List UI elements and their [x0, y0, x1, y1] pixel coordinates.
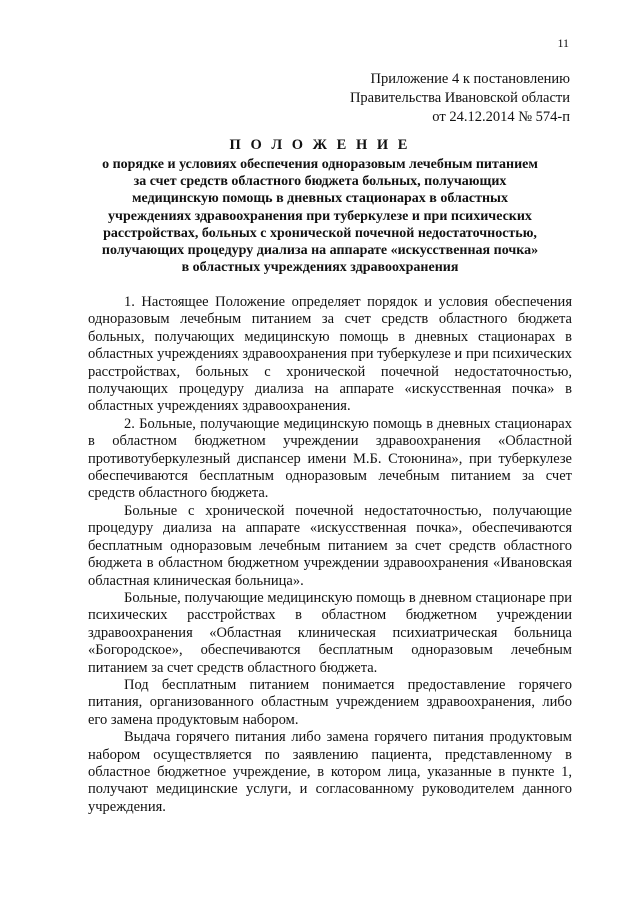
body-paragraph: Выдача горячего питания либо замена горячего питания продуктовым набором осуществляется по заявлению пациента, представленному в областное бюджетное учреждение, в котором лица, указанные в пункте 1, получают медицинские услуги, и согласованному руководителем данного учреждения.: [88, 729, 572, 815]
body-paragraph: Под бесплатным питанием понимается предоставление горячего питания, организованного областным учреждением здравоохранения, либо его замена продуктовым набором.: [88, 676, 572, 728]
subtitle-line: получающих процедуру диализа на аппарате «искусственная почка»: [101, 243, 539, 259]
subtitle-line: расстройствах, больных с хронической почечной недостаточностью,: [103, 225, 537, 241]
body-paragraph: Больные с хронической почечной недостаточностью, получающие процедуру диализа на аппарате «искусственная почка», обеспечиваются бесплатным одноразовым лечебным питанием за счет средств областного бюджета в областном бюджетном учреждении здравоохранения «Ивановская областная клиническая больница».: [88, 502, 572, 589]
page-number: 11: [557, 36, 569, 50]
subtitle-line: о порядке и условиях обеспечения одноразовым лечебным питанием: [102, 157, 538, 172]
document-subtitle: [90, 156, 550, 276]
document-body: [88, 294, 572, 816]
appendix-line: от 24.12.2014 № 574-п: [432, 109, 570, 125]
appendix-line: Правительства Ивановской области: [349, 90, 570, 106]
subtitle-line: за счет средств областного бюджета больных, получающих: [133, 174, 507, 190]
subtitle-line: учреждениях здравоохранения при туберкулезе и при психических: [108, 208, 532, 224]
subtitle-line: в областных учреждениях здравоохранения: [181, 260, 459, 276]
document-title: П О Л О Ж Е Н И Е: [229, 137, 411, 153]
body-paragraph: Больные, получающие медицинскую помощь в дневном стационаре при психических расстройствах в областном бюджетном учреждении здравоохранения «Областная клиническая психиатрическая больница «Богородское», обеспечиваются бесплатным одноразовым лечебным питанием за счет средств областного бюджета.: [88, 589, 572, 676]
body-paragraph: 2. Больные, получающие медицинскую помощь в дневных стационарах в областном бюджетном учреждении здравоохранения «Областной противотуберкулезный диспансер имени М.Б. Стоюнина», при туберкулезе обеспечиваются бесплатным одноразовым лечебным питанием за счет средств областного бюджета.: [88, 415, 572, 502]
appendix-line: Приложение 4 к постановлению: [370, 71, 570, 87]
body-paragraph: 1. Настоящее Положение определяет порядок и условия обеспечения одноразовым лечебным питанием за счет средств областного бюджета больных, получающих медицинскую помощь в дневных стационарах в областных учреждениях здравоохранения при туберкулезе и при психических расстройствах, больных с хронической почечной недостаточностью, получающих процедуру диализа на аппарате «искусственная почка» в областных учреждениях здравоохранения.: [88, 294, 572, 415]
appendix-reference: [250, 70, 570, 127]
subtitle-line: медицинскую помощь в дневных стационарах в областных: [132, 191, 508, 207]
